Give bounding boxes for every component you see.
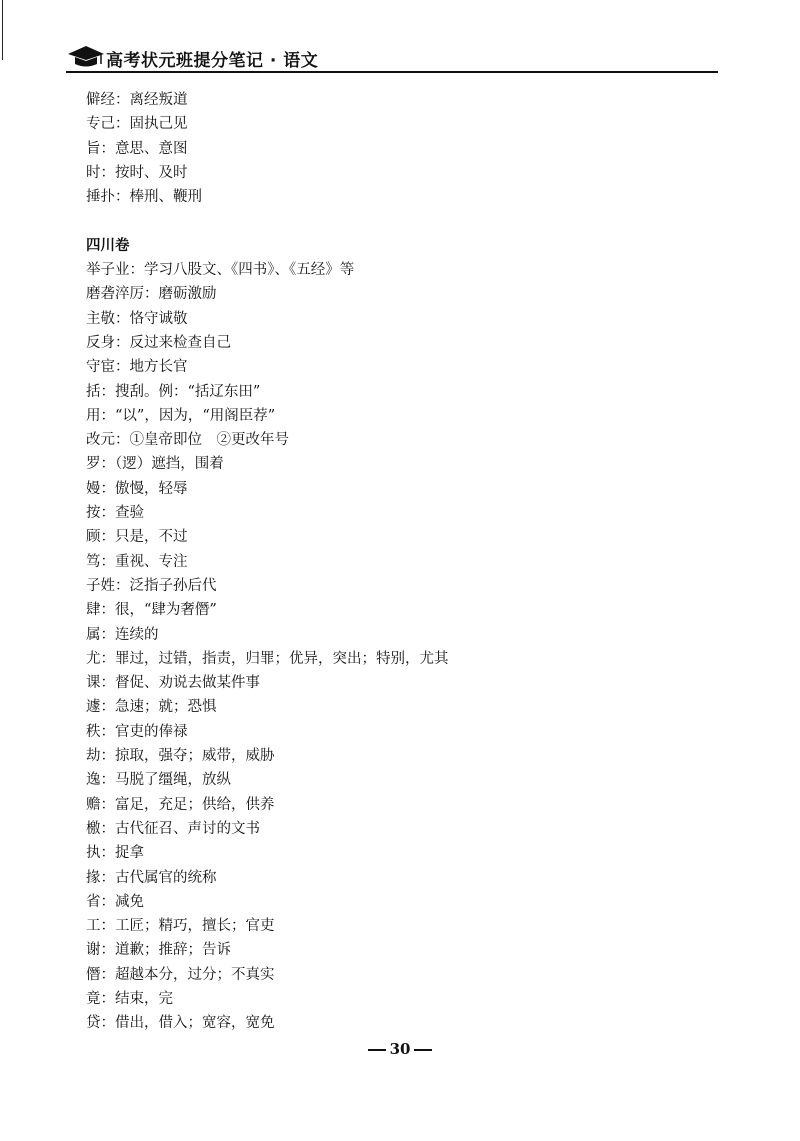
page-number: 30	[389, 1040, 411, 1058]
vocab-entry: 工：工匠；精巧，擅长；官吏	[86, 918, 275, 935]
vocab-entry: 守宦：地方长官	[86, 359, 188, 376]
vocab-entry: 按：查验	[86, 505, 144, 522]
vocab-entry: 罗：（逻）遮挡，围着	[86, 456, 224, 473]
page-edge-line	[2, 0, 3, 60]
vocab-entry: 改元：①皇帝即位 ②更改年号	[86, 432, 289, 449]
footer-dash-left	[368, 1049, 386, 1051]
vocab-entry: 掾：古代属官的统称	[86, 869, 217, 886]
page-footer	[0, 1040, 800, 1058]
vocab-entry: 谢：道歉；推辞；告诉	[86, 942, 231, 959]
vocab-entry: 课：督促、劝说去做某件事	[86, 675, 260, 692]
vocab-entry: 贷：借出，借入；宽容，宽免	[86, 1015, 275, 1032]
vocab-entry: 主敬：恪守诚敬	[86, 310, 188, 327]
vocab-entry: 逸：马脱了缰绳，放纵	[86, 772, 231, 789]
entry-list-previous	[86, 88, 686, 209]
vocab-entry: 反身：反过来检查自己	[86, 334, 231, 351]
vocab-entry: 秩：官吏的俸禄	[86, 723, 188, 740]
vocab-entry: 执：捉拿	[86, 845, 144, 862]
vocab-entry: 专己：固执己见	[86, 116, 188, 133]
vocab-entry: 尤：罪过，过错，指责，归罪；优异，突出；特别，尤其	[86, 650, 449, 667]
vocab-entry: 赡：富足，充足；供给，供养	[86, 796, 275, 813]
section-gap	[86, 209, 686, 233]
vocab-entry: 省：减免	[86, 893, 144, 910]
vocabulary-list	[86, 88, 686, 1036]
graduation-cap-icon	[66, 42, 106, 68]
vocab-entry: 磨砻淬厉：磨砺激励	[86, 286, 217, 303]
vocab-entry: 捶扑：棒刑、鞭刑	[86, 189, 202, 206]
header-rule	[66, 71, 718, 73]
vocab-entry: 属：连续的	[86, 626, 159, 643]
header-title: 高考状元班提分笔记 · 语文	[106, 51, 319, 71]
footer-dash-right	[414, 1049, 432, 1051]
vocab-entry: 旨：意思、意图	[86, 140, 188, 157]
vocab-entry: 僭：超越本分，过分；不真实	[86, 966, 275, 983]
vocab-entry: 举子业：学习八股文、《四书》、《五经》等	[86, 262, 355, 279]
vocab-entry: 时：按时、及时	[86, 164, 188, 181]
vocab-entry: 劫：掠取，强夺；威带，威胁	[86, 748, 275, 765]
vocab-entry: 僻经：离经叛道	[86, 92, 188, 108]
vocab-entry: 子姓：泛指子孙后代	[86, 577, 217, 594]
vocab-entry: 檄：古代征召、声讨的文书	[86, 820, 260, 837]
page-header	[66, 40, 718, 74]
section-title: 四川卷	[86, 237, 130, 254]
vocab-entry: 用：“以”，因为，“用阁臣荐”	[86, 407, 276, 424]
vocab-entry: 括：搜刮。例：“括辽东田”	[86, 383, 261, 400]
vocab-entry: 遽：急速；就；恐惧	[86, 699, 217, 716]
vocab-entry: 肆：很，“肆为奢僭”	[86, 602, 217, 619]
vocab-entry: 嫚：傲慢，轻辱	[86, 480, 188, 497]
vocab-entry: 竟：结束，完	[86, 990, 173, 1007]
vocab-entry: 顾：只是，不过	[86, 529, 188, 546]
entry-list-sichuan	[86, 258, 686, 1036]
vocab-entry: 笃：重视、专注	[86, 553, 188, 570]
